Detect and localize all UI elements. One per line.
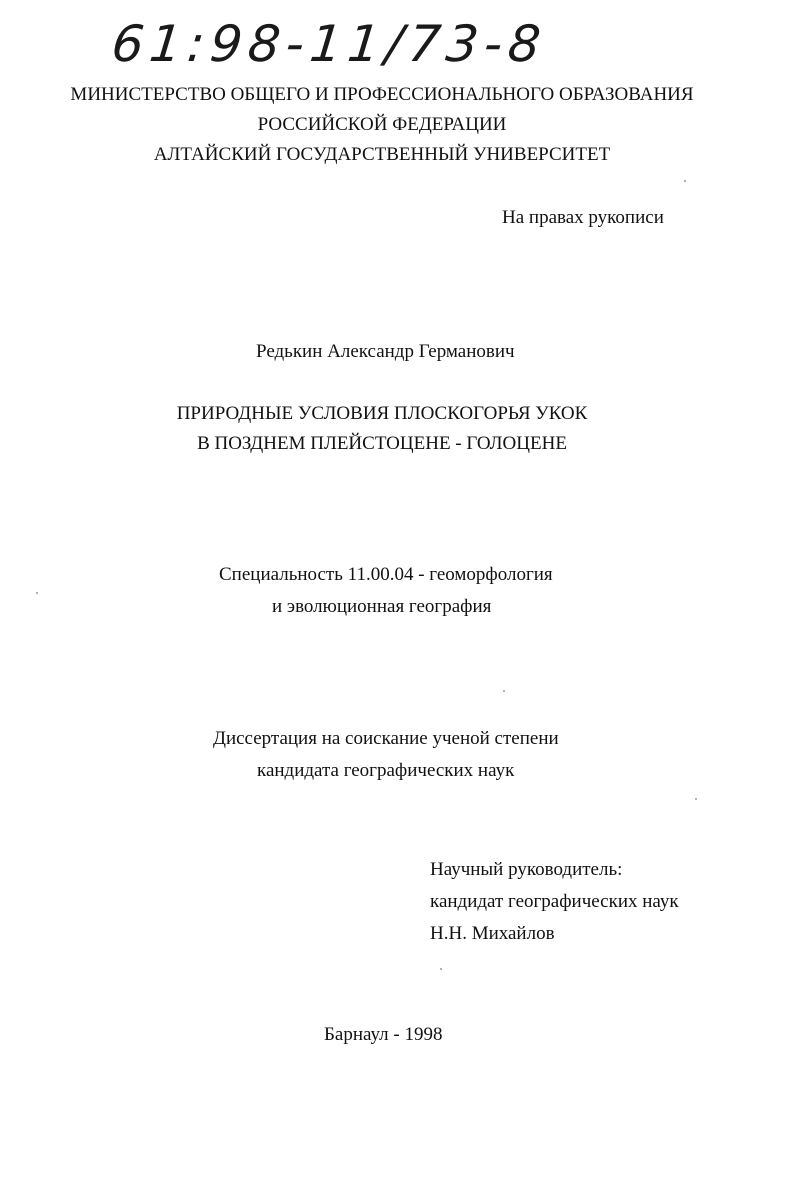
scan-speck (684, 180, 686, 182)
handwritten-catalog-number: 61:98-11/73-8 (108, 15, 550, 73)
specialty-line-1: Специальность 11.00.04 - геоморфология (219, 564, 553, 585)
scan-speck (695, 798, 697, 800)
university-heading: АЛТАЙСКИЙ ГОСУДАРСТВЕННЫЙ УНИВЕРСИТЕТ (153, 144, 611, 165)
supervisor-label: Научный руководитель: (430, 859, 623, 880)
supervisor-degree: кандидат географических наук (430, 891, 679, 912)
dissertation-title-line-1: ПРИРОДНЫЕ УСЛОВИЯ ПЛОСКОГОРЬЯ УКОК (176, 403, 588, 424)
dissertation-purpose-line-1: Диссертация на соискание ученой степени (213, 728, 559, 749)
manuscript-note: На правах рукописи (502, 207, 664, 228)
dissertation-purpose-line-2: кандидата географических наук (257, 760, 515, 781)
scan-speck (503, 690, 505, 692)
supervisor-name: Н.Н. Михайлов (430, 923, 555, 944)
author-name: Редькин Александр Германович (256, 341, 515, 362)
city-year: Барнаул - 1998 (324, 1024, 443, 1045)
scan-speck (36, 592, 38, 594)
specialty-line-2: и эволюционная география (272, 596, 492, 617)
ministry-heading: МИНИСТЕРСТВО ОБЩЕГО И ПРОФЕССИОНАЛЬНОГО ОБРАЗОВАНИЯ (70, 84, 694, 105)
country-heading: РОССИЙСКОЙ ФЕДЕРАЦИИ (257, 114, 507, 135)
dissertation-title-line-2: В ПОЗДНЕМ ПЛЕЙСТОЦЕНЕ - ГОЛОЦЕНЕ (197, 433, 567, 454)
scan-speck (440, 968, 442, 970)
